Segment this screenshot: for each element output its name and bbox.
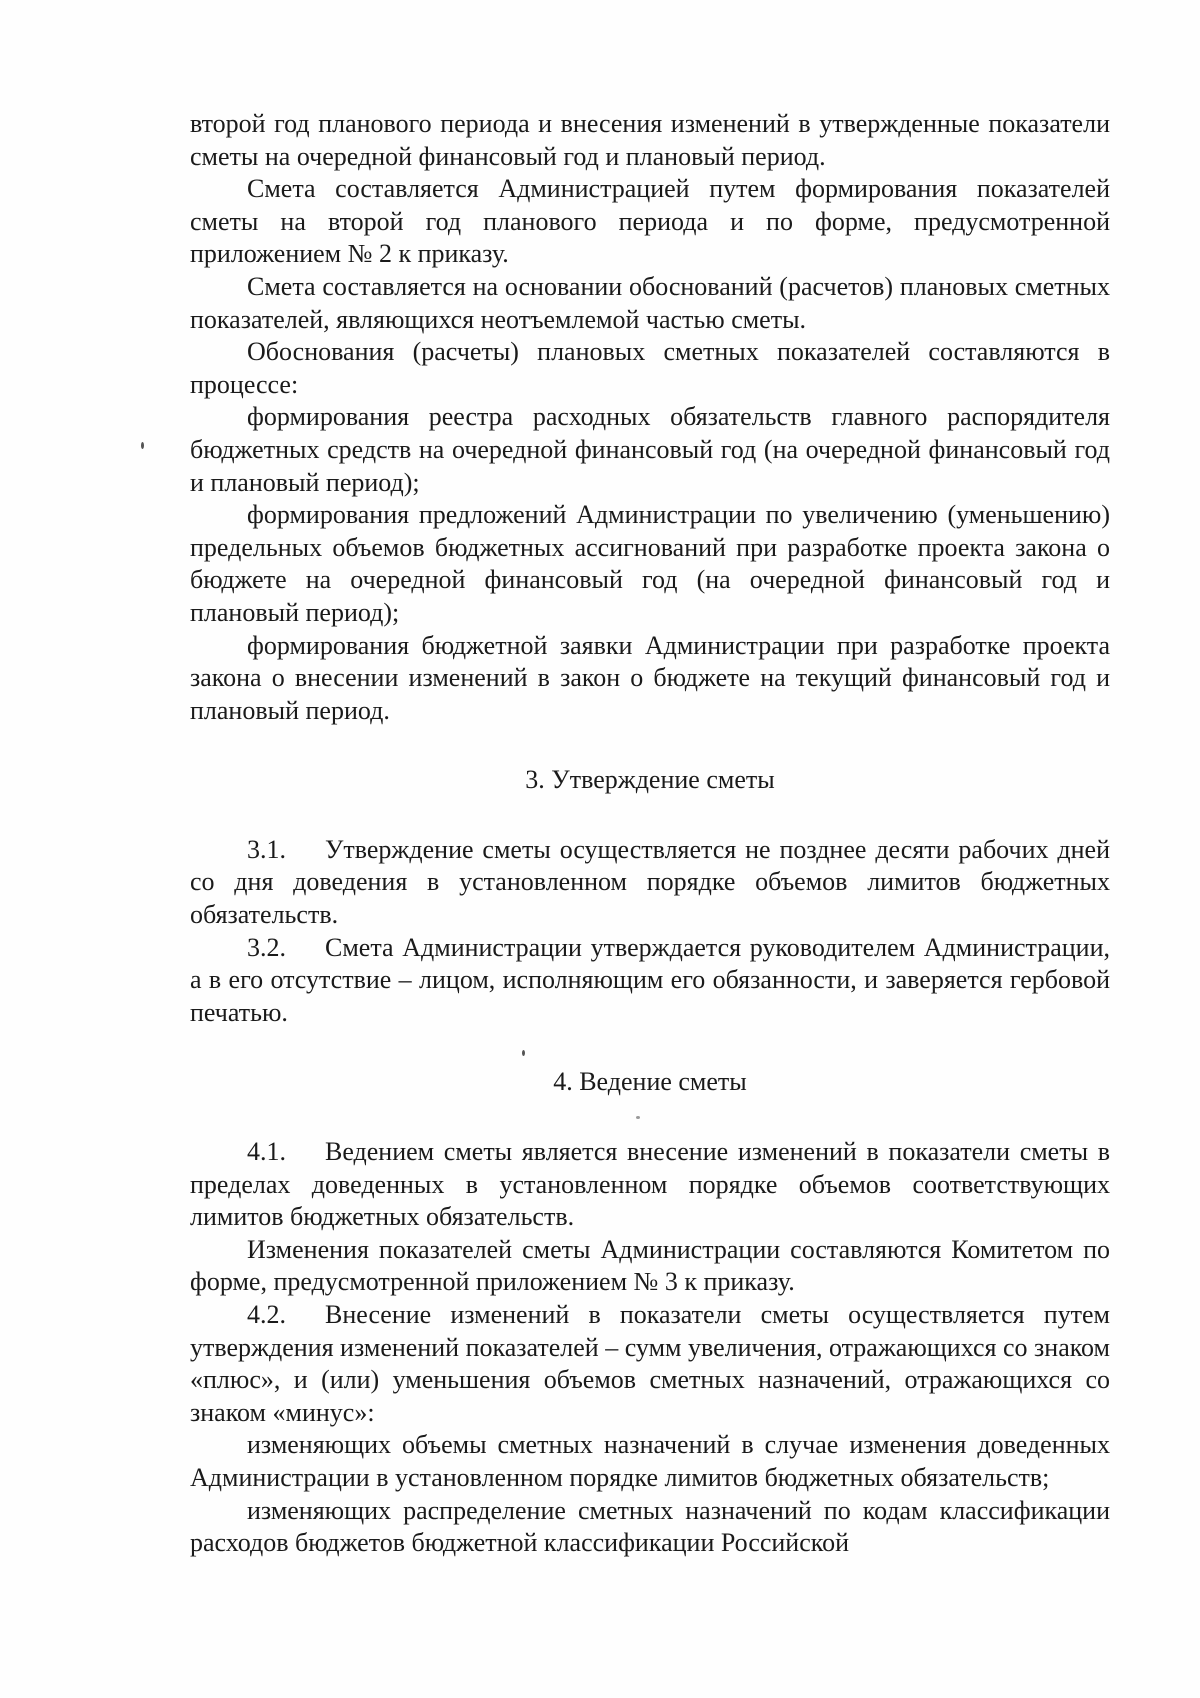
paragraph: Смета составляется Администрацией путем формирования показателей сметы на второй год планового периода и по форме, предусмотренной приложением № 2 к приказу. bbox=[190, 174, 1110, 269]
scan-speck bbox=[141, 442, 144, 449]
item-text: Внесение изменений в показатели сметы осуществляется путем утверждения изменений показателей – сумм увеличения, отражающихся со знаком «плюс», и (или) уменьшения объемов сметных назначений, отражающихся со знаком «минус»: bbox=[190, 1300, 1110, 1427]
paragraph: Обоснования (расчеты) плановых сметных показателей составляются в процессе: bbox=[190, 337, 1110, 399]
list-item: формирования предложений Администрации по увеличению (уменьшению) предельных объемов бюджетных ассигнований при разработке проекта закона о бюджете на очередной финансовый год (на очередной финансовый год и плановый период); bbox=[190, 500, 1110, 627]
list-item: формирования бюджетной заявки Администрации при разработке проекта закона о внесении изменений в закон о бюджете на текущий финансовый год и плановый период. bbox=[190, 630, 1110, 725]
paragraph: Смета составляется на основании обоснований (расчетов) плановых сметных показателей, являющихся неотъемлемой частью сметы. bbox=[190, 271, 1110, 334]
list-item: изменяющих распределение сметных назначений по кодам классификации расходов бюджетов бюджетной классификации Российской bbox=[190, 1495, 1110, 1558]
numbered-item bbox=[190, 834, 1110, 932]
item-text: Смета Администрации утверждается руководителем Администрации, а в его отсутствие – лицом, исполняющим его обязанности, и заверяется гербовой печатью. bbox=[190, 932, 1110, 1027]
item-number: 3.1. bbox=[247, 834, 286, 864]
item-text: Утверждение сметы осуществляется не позднее десяти рабочих дней со дня доведения в установленном порядке объемов лимитов бюджетных обязательств. bbox=[190, 834, 1110, 930]
item-number: 4.2. bbox=[247, 1300, 286, 1329]
item-number: 3.2. bbox=[247, 932, 286, 962]
item-text: Ведением сметы является внесение изменений в показатели сметы в пределах доведенных в установленном порядке объемов соответствующих лимитов бюджетных обязательств. bbox=[190, 1137, 1110, 1232]
numbered-item bbox=[190, 1299, 1110, 1429]
numbered-item bbox=[190, 1136, 1110, 1234]
list-item: формирования реестра расходных обязательств главного распорядителя бюджетных средств на очередной финансовый год (на очередной финансовый год и плановый период); bbox=[190, 402, 1110, 497]
paragraph: Изменения показателей сметы Администрации составляются Комитетом по форме, предусмотренной приложением № 3 к приказу. bbox=[190, 1234, 1110, 1297]
item-number: 4.1. bbox=[247, 1137, 286, 1167]
list-item: изменяющих объемы сметных назначений в случае изменения доведенных Администрации в установленном порядке лимитов бюджетных обязательств; bbox=[190, 1430, 1110, 1492]
section-heading-4: 4. Ведение сметы bbox=[553, 1067, 747, 1097]
document-body bbox=[190, 108, 1110, 1560]
numbered-item bbox=[190, 932, 1110, 1030]
section-heading-3: 3. Утверждение сметы bbox=[525, 765, 775, 795]
paragraph: второй год планового периода и внесения изменений в утвержденные показатели сметы на очередной финансовый год и плановый период. bbox=[190, 109, 1110, 171]
